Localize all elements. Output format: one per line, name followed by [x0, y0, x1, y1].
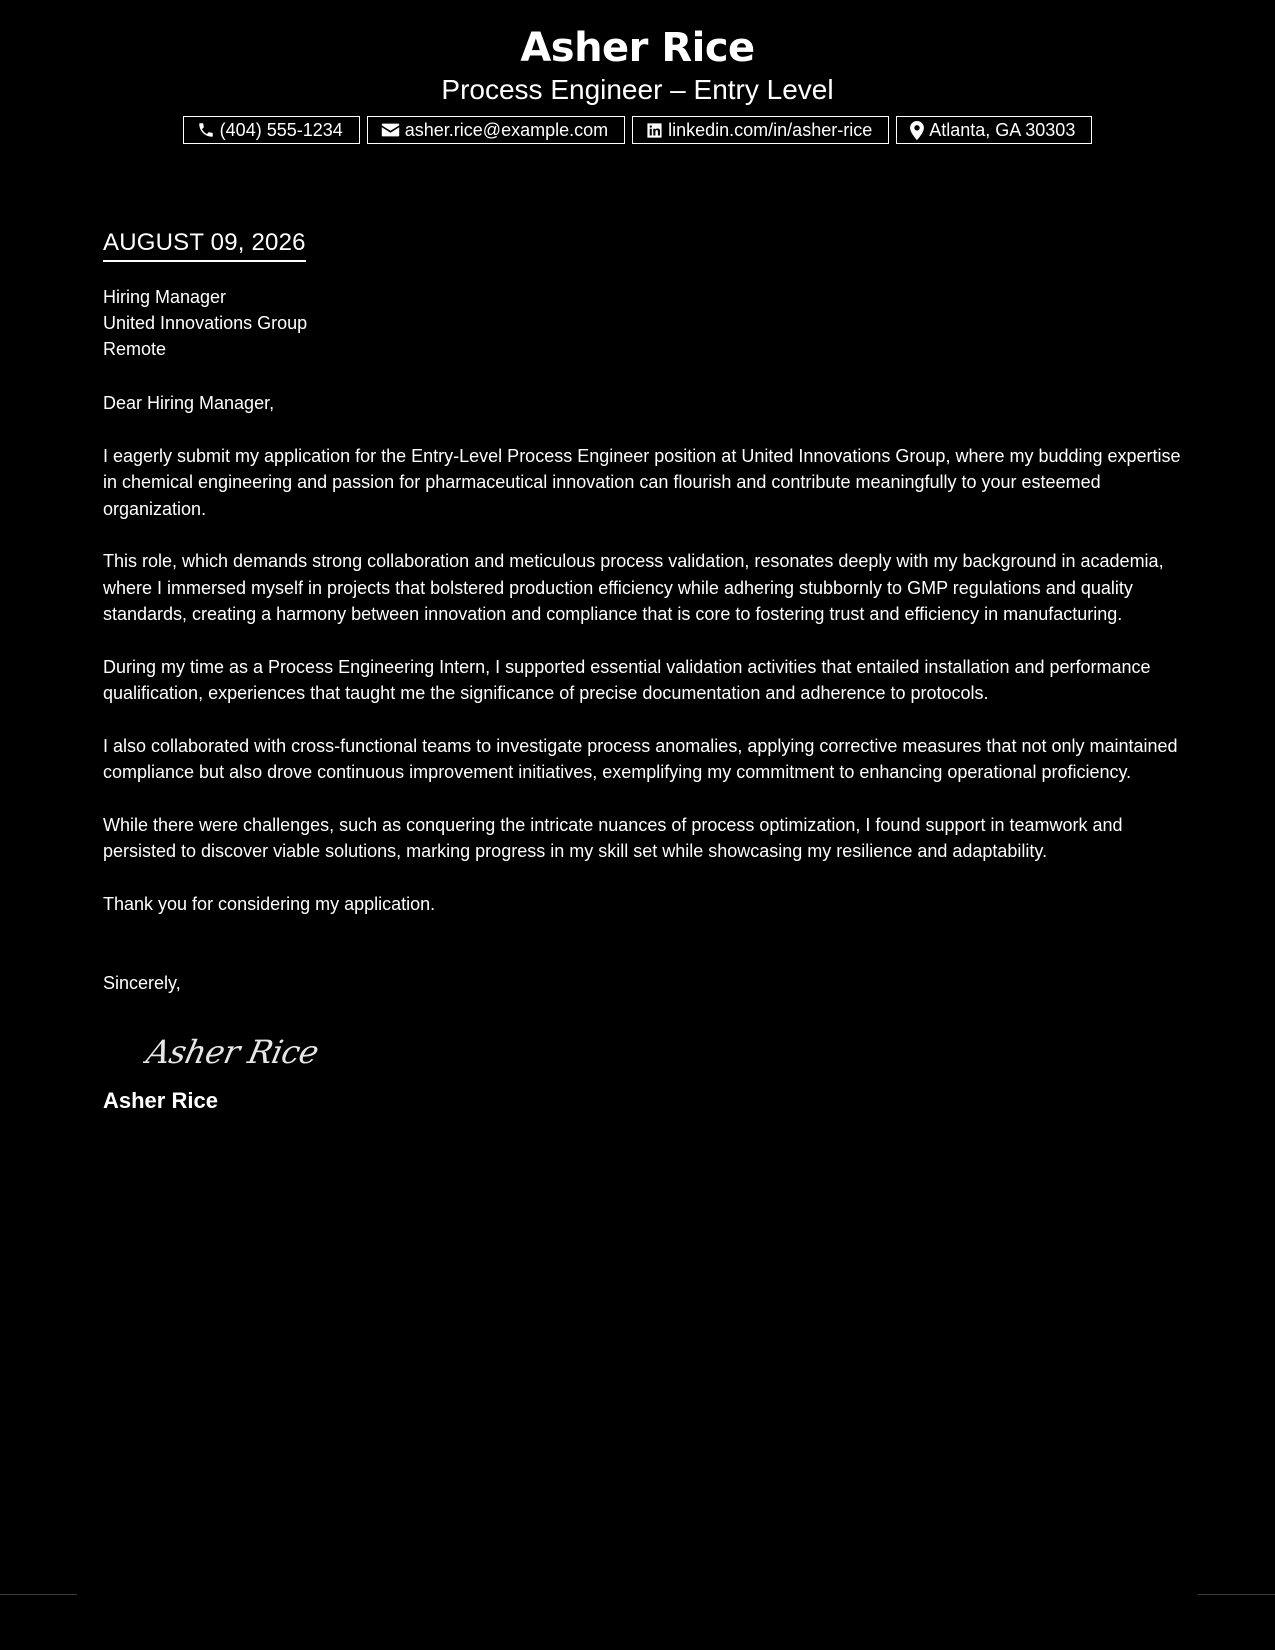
- paragraph-collaboration: I also collaborated with cross-functional teams to investigate process anomalies, applying corrective measures that not only maintained compliance but also drove continuous improvement initiatives, exemplifying my commitment to enhancing operational proficiency.: [103, 735, 1178, 782]
- salutation: Dear Hiring Manager,: [103, 393, 275, 413]
- signer-name: Asher Rice: [103, 1087, 218, 1113]
- contact-location[interactable]: [896, 116, 1092, 144]
- paragraph-challenges: While there were challenges, such as conquering the intricate nuances of process optimization, I found support in teamwork and persisted to discover viable solutions, marking progress in my skill set while showcasing my resilience and adaptability.: [103, 814, 1123, 861]
- applicant-name: Asher Rice: [520, 25, 755, 71]
- letter-header: [0, 22, 1275, 144]
- contact-bar: [0, 116, 1275, 144]
- phone-text: (404) 555-1234: [219, 119, 343, 140]
- contact-email[interactable]: [367, 116, 625, 144]
- paragraph-background: This role, which demands strong collaboration and meticulous process validation, resonates deeply with my background in academia, where I immersed myself in projects that bolstered production efficiency while adhering stubbornly to GMP regulations and quality standards, creating a harmony between innovation and compliance that is core to fostering trust and efficiency in manufacturing.: [103, 551, 1164, 624]
- paragraph-internship: During my time as a Process Engineering Intern, I supported essential validation activities that entailed installation and performance qualification, experiences that taught me the significance of precise documentation and adherence to protocols.: [103, 656, 1151, 703]
- footer-rule-right: [1198, 1594, 1275, 1595]
- svg-text:Asher Rice: Asher Rice: [143, 1032, 322, 1071]
- map-pin-icon: [910, 121, 924, 140]
- handwritten-signature: [143, 1025, 1183, 1075]
- letter-body: [103, 228, 1183, 1115]
- footer-rule-left: [0, 1594, 77, 1595]
- recipient-location: Remote: [103, 339, 167, 359]
- contact-phone[interactable]: [183, 116, 360, 144]
- envelope-icon: [381, 122, 400, 138]
- linkedin-text: linkedin.com/in/asher-rice: [668, 119, 873, 140]
- recipient-company: United Innovations Group: [103, 313, 308, 333]
- recipient-block: [103, 284, 1183, 362]
- paragraph-thanks: Thank you for considering my application.: [103, 893, 436, 914]
- paragraph-intro: I eagerly submit my application for the Entry-Level Process Engineer position at United Innovations Group, where my budding expertise in chemical engineering and passion for pharmaceutical innovation can flourish and contribute meaningfully to your esteemed organization.: [103, 445, 1181, 519]
- phone-icon: [197, 121, 215, 139]
- linkedin-icon: [646, 122, 663, 139]
- email-text: asher.rice@example.com: [404, 119, 609, 140]
- recipient-name: Hiring Manager: [103, 287, 227, 307]
- signature-image: [143, 1025, 343, 1075]
- contact-linkedin[interactable]: [632, 116, 889, 144]
- job-title: Process Engineer – Entry Level: [441, 74, 834, 105]
- closing: Sincerely,: [103, 973, 181, 993]
- letter-date: AUGUST 09, 2026: [103, 228, 306, 262]
- location-text: Atlanta, GA 30303: [929, 119, 1076, 140]
